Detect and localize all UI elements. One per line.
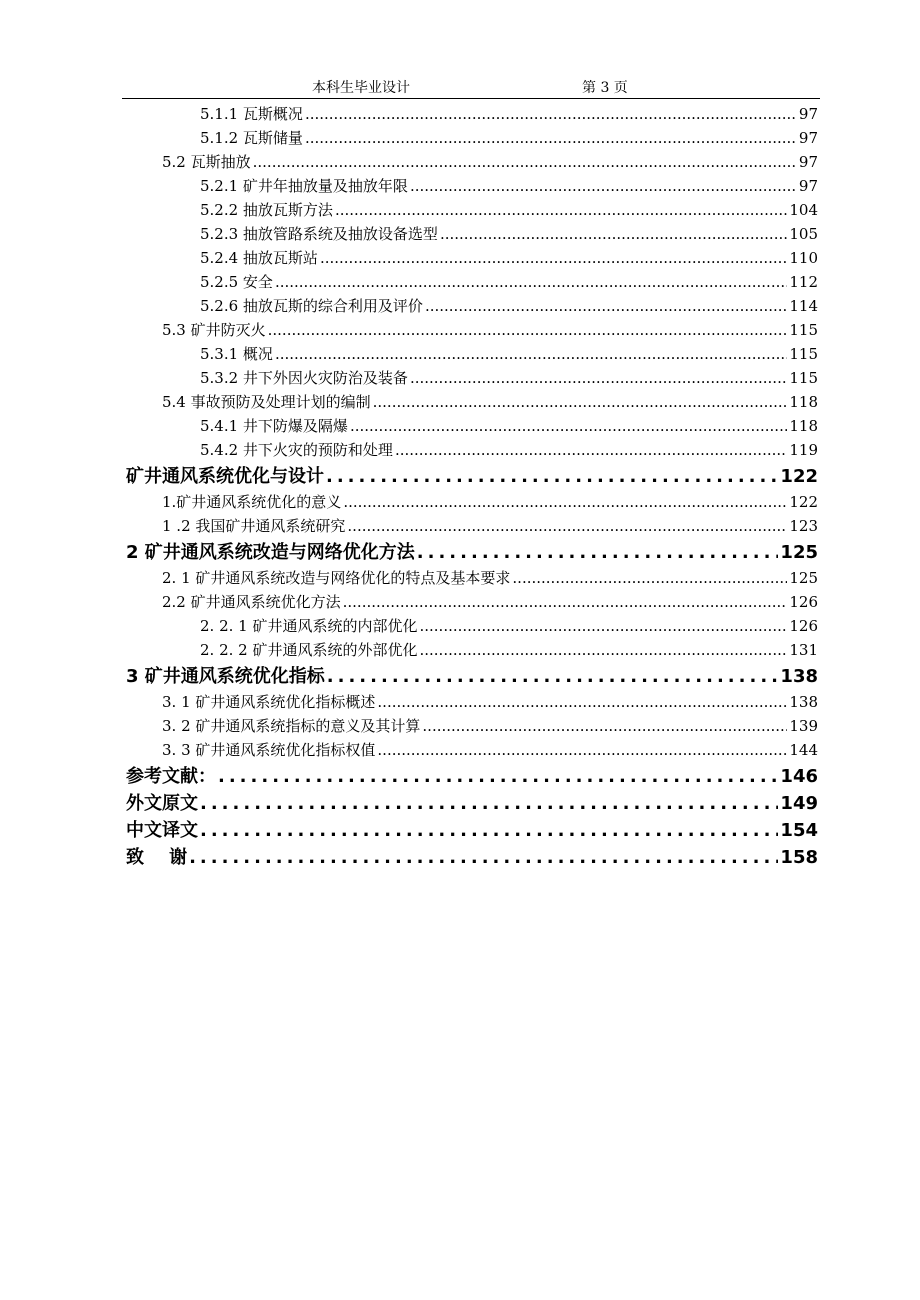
toc-chapter-entry[interactable] [126, 662, 818, 688]
toc-entry[interactable] [162, 739, 818, 761]
toc-label: 5.2.1 矿井年抽放量及抽放年限 [200, 177, 408, 195]
toc-entry[interactable] [162, 691, 818, 713]
toc-label: 2. 2. 1 矿井通风系统的内部优化 [200, 617, 418, 635]
page-header [122, 74, 820, 99]
toc-page: 119 [789, 441, 818, 459]
toc-label: 1.矿井通风系统优化的意义 [162, 493, 342, 511]
toc-page: 131 [789, 641, 818, 659]
toc-page: 114 [789, 297, 818, 315]
toc-entry[interactable] [162, 151, 818, 173]
toc-chapter-entry[interactable] [126, 762, 818, 788]
toc-entry[interactable] [200, 127, 818, 149]
toc-page: 112 [789, 273, 818, 291]
toc-page: 149 [780, 793, 818, 814]
toc-chapter-entry[interactable] [126, 789, 818, 815]
toc-chapter-entry[interactable] [126, 462, 818, 488]
toc-label: 5.4.2 井下火灾的预防和处理 [200, 441, 393, 459]
toc-page: 110 [789, 249, 818, 267]
toc-entry[interactable] [200, 639, 818, 661]
toc-entry[interactable] [200, 615, 818, 637]
toc-label: 5.2.6 抽放瓦斯的综合利用及评价 [200, 297, 423, 315]
toc-page: 97 [798, 177, 818, 195]
toc-label: 5.2.2 抽放瓦斯方法 [200, 201, 333, 219]
toc-page: 115 [789, 369, 818, 387]
toc-entry[interactable] [200, 175, 818, 197]
toc-page: 105 [789, 225, 818, 243]
toc-page: 115 [789, 321, 818, 339]
toc-label: 矿井通风系统优化与设计 [126, 466, 324, 487]
toc-page: 97 [798, 105, 818, 123]
header-title: 本科生毕业设计 [312, 80, 410, 96]
toc-page: 97 [798, 153, 818, 171]
toc-entry[interactable] [200, 271, 818, 293]
toc-label: 2 矿井通风系统改造与网络优化方法 [126, 542, 415, 563]
toc-label: 3. 3 矿井通风系统优化指标权值 [162, 741, 376, 759]
toc-label: 2. 1 矿井通风系统改造与网络优化的特点及基本要求 [162, 569, 511, 587]
toc-label: 5.2.4 抽放瓦斯站 [200, 249, 318, 267]
toc-label: 5.1.1 瓦斯概况 [200, 105, 303, 123]
toc-page: 139 [789, 717, 818, 735]
toc-entry[interactable] [200, 199, 818, 221]
toc-label: 3. 2 矿井通风系统指标的意义及其计算 [162, 717, 421, 735]
toc-page: 144 [789, 741, 818, 759]
toc-label: 5.3.1 概况 [200, 345, 273, 363]
toc-page: 118 [789, 417, 818, 435]
toc-page: 158 [780, 847, 818, 868]
toc-page: 126 [789, 593, 818, 611]
toc-label: 5.3.2 井下外因火灾防治及装备 [200, 369, 408, 387]
toc-label: 3. 1 矿井通风系统优化指标概述 [162, 693, 376, 711]
toc-label: 参考文献： [126, 766, 216, 787]
toc-label: 5.2 瓦斯抽放 [162, 153, 251, 171]
toc-entry[interactable] [200, 343, 818, 365]
toc-entry[interactable] [200, 439, 818, 461]
toc-entry[interactable] [162, 715, 818, 737]
toc-page: 154 [780, 820, 818, 841]
toc-page: 146 [780, 766, 818, 787]
toc-entry[interactable] [200, 247, 818, 269]
toc-chapter-entry[interactable] [126, 816, 818, 842]
toc-label: 5.1.2 瓦斯储量 [200, 129, 303, 147]
toc-label: 外文原文 [126, 793, 198, 814]
toc-entry[interactable] [200, 295, 818, 317]
toc-chapter-entry[interactable] [126, 843, 818, 869]
toc-page: 118 [789, 393, 818, 411]
toc-label: 2. 2. 2 矿井通风系统的外部优化 [200, 641, 418, 659]
toc-chapter-entry[interactable] [126, 538, 818, 564]
toc-entry[interactable] [200, 415, 818, 437]
toc-entry[interactable] [200, 223, 818, 245]
toc-label: 5.2.3 抽放管路系统及抽放设备选型 [200, 225, 438, 243]
toc-label: 2.2 矿井通风系统优化方法 [162, 593, 341, 611]
toc-page: 138 [789, 693, 818, 711]
toc-entry[interactable] [162, 591, 818, 613]
toc-entry[interactable] [200, 367, 818, 389]
toc-entry[interactable] [162, 491, 818, 513]
toc-label: 中文译文 [126, 820, 198, 841]
toc-label: 5.4 事故预防及处理计划的编制 [162, 393, 371, 411]
toc-page: 125 [789, 569, 818, 587]
toc-entry[interactable] [162, 319, 818, 341]
header-page-number: 第 3 页 [582, 80, 628, 96]
toc-label: 3 矿井通风系统优化指标 [126, 666, 325, 687]
toc-entry[interactable] [162, 567, 818, 589]
toc-page: 125 [780, 542, 818, 563]
toc-page: 122 [789, 493, 818, 511]
toc-label: 致 谢 [126, 847, 188, 868]
toc-label: 5.2.5 安全 [200, 273, 273, 291]
toc-label: 5.4.1 井下防爆及隔爆 [200, 417, 348, 435]
toc-entry[interactable] [200, 103, 818, 125]
toc-page: 104 [789, 201, 818, 219]
toc-page: 138 [780, 666, 818, 687]
toc-label: 5.3 矿井防灭火 [162, 321, 266, 339]
toc-page: 115 [789, 345, 818, 363]
toc-page: 122 [780, 466, 818, 487]
toc-entry[interactable] [162, 515, 818, 537]
toc-page: 123 [789, 517, 818, 535]
toc-page: 126 [789, 617, 818, 635]
toc-page: 97 [798, 129, 818, 147]
toc-entry[interactable] [162, 391, 818, 413]
toc-label: 1 .2 我国矿井通风系统研究 [162, 517, 346, 535]
